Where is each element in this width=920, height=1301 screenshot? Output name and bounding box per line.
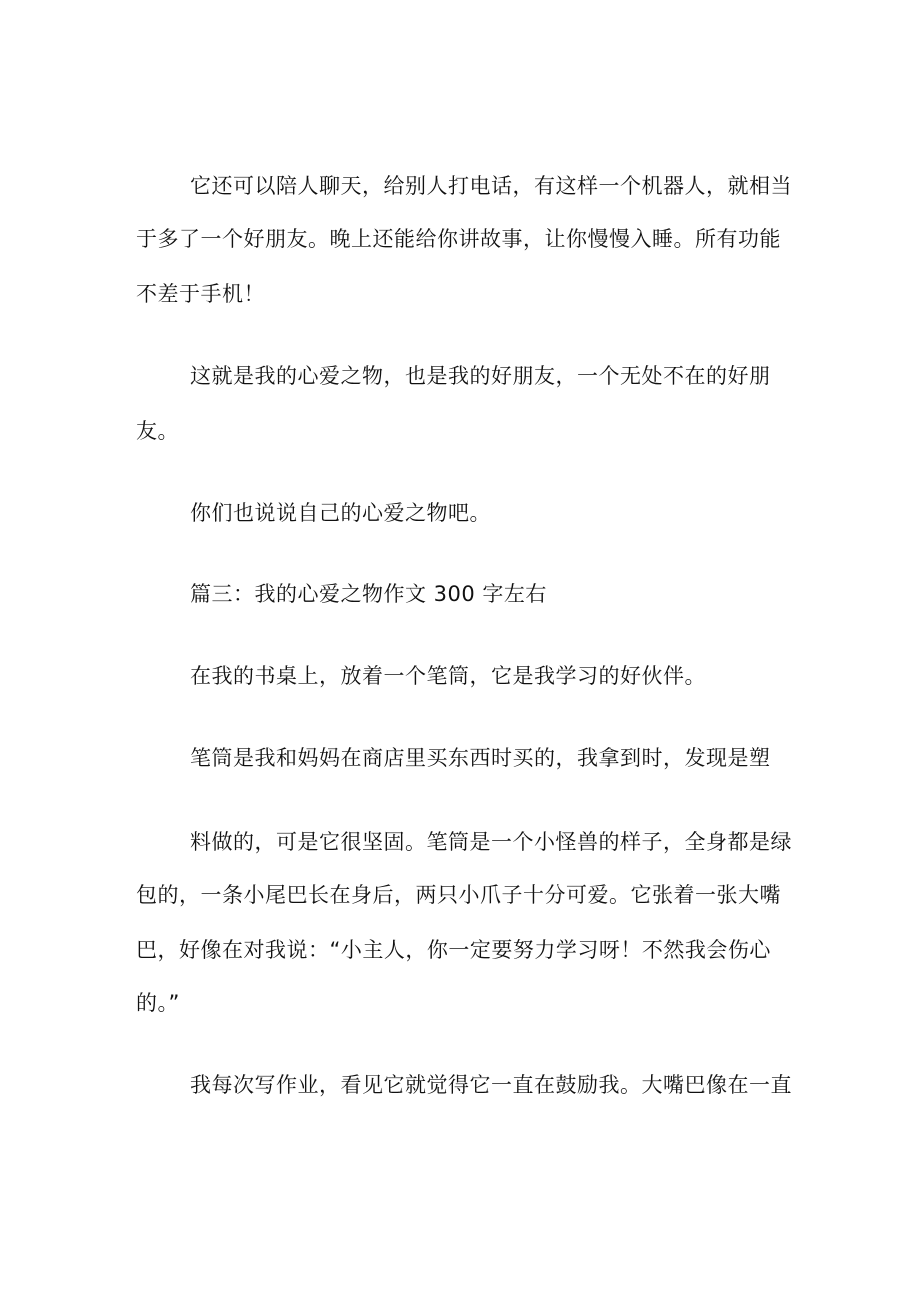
text-line: 在我的书桌上，放着一个笔筒，它是我学习的好伙伴。	[190, 664, 706, 688]
text-line: 包的，一条小尾巴长在身后，两只小爪子十分可爱。它张着一张大嘴	[136, 883, 781, 907]
text-line: 你们也说说自己的心爱之物吧。	[190, 501, 491, 525]
text-line: 不差于手机！	[136, 282, 265, 306]
text-line: 的。”	[136, 991, 180, 1015]
text-line: 它还可以陪人聊天，给别人打电话，有这样一个机器人，就相当	[190, 174, 792, 198]
text-line: 料做的，可是它很坚固。笔筒是一个小怪兽的样子，全身都是绿	[190, 830, 792, 854]
text-line: 这就是我的心爱之物，也是我的好朋友，一个无处不在的好朋	[190, 364, 771, 388]
text-line: 笔筒是我和妈妈在商店里买东西时买的，我拿到时，发现是塑	[190, 746, 771, 770]
text-line: 于多了一个好朋友。晚上还能给你讲故事，让你慢慢入睡。所有功能	[136, 227, 781, 251]
text-line: 友。	[136, 419, 179, 443]
text-line: 巴，好像在对我说：“小主人，你一定要努力学习呀！不然我会伤心	[136, 938, 771, 962]
text-line: 我每次写作业，看见它就觉得它一直在鼓励我。大嘴巴像在一直	[190, 1073, 792, 1097]
section-heading: 篇三：我的心爱之物作文 300 字左右	[190, 582, 547, 606]
